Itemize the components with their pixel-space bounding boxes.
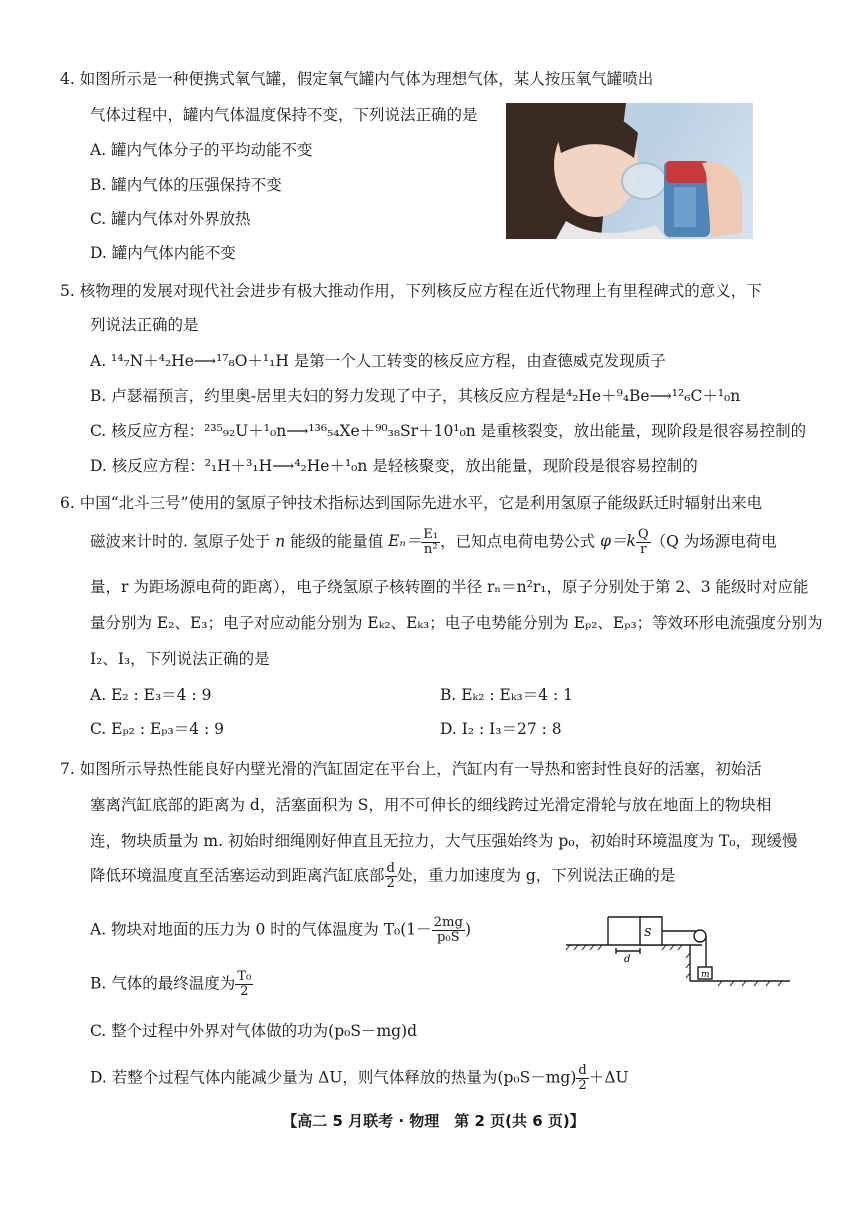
cylinder-pulley-diagram: [562, 905, 802, 995]
q6-stem-4: 量分别为 E₂、E₃；电子对应动能分别为 Eₖ₂、Eₖ₃；电子电势能分别为 Eₚ₂、Eₚ₃；等效环形电流强度分别为: [90, 614, 823, 632]
piston-label: S: [644, 926, 652, 939]
q4-stem-2: 气体过程中，罐内气体温度保持不变，下列说法正确的是: [90, 106, 478, 124]
q4-option-a: A. 罐内气体分子的平均动能不变: [90, 141, 313, 159]
q5-option-d: D. 核反应方程：²₁H＋³₁H⟶⁴₂He＋¹₀n 是轻核聚变，放出能量，现阶段是很容易控制的: [90, 457, 698, 475]
q6-option-b: B. Eₖ₂ : Eₖ₃＝4 : 1: [440, 686, 573, 704]
q7-option-d: D. 若整个过程气体内能减少量为 ΔU，则气体释放的热量为(p₀S－mg) $\frac{d}{2}$ ＋ΔU: [90, 1063, 629, 1093]
q7-option-a: A. 物块对地面的压力为 0 时的气体温度为 T₀(1－ $\frac{2mg}{\text{p₀S}}$ ): [90, 915, 472, 945]
distance-label: d: [624, 954, 631, 965]
q5-option-c: C. 核反应方程：²³⁵₉₂U＋¹₀n⟶¹³⁶₅₄Xe＋⁹⁰₃₈Sr＋10¹₀n 是重核裂变，放出能量，现阶段是很容易控制的: [90, 422, 807, 440]
q6-option-c: C. Eₚ₂ : Eₚ₃＝4 : 9: [90, 720, 224, 738]
q7-option-c: C. 整个过程中外界对气体做的功为(p₀S－mg)d: [90, 1022, 418, 1040]
q5-stem-2: 列说法正确的是: [90, 316, 199, 334]
q6-option-d: D. I₂ : I₃＝27 : 8: [440, 720, 562, 738]
block-label: m: [701, 970, 710, 980]
q4-option-d: D. 罐内气体内能不变: [90, 244, 236, 262]
q6-stem-1: 6. 中国“北斗三号”使用的氢原子钟技术指标达到国际先进水平，它是利用氢原子能级跃迁时辐射出来电: [60, 494, 763, 512]
q5-stem-1: 5. 核物理的发展对现代社会进步有极大推动作用，下列核反应方程在近代物理上有里程碑式的意义，下: [60, 282, 762, 300]
q6-stem-2: 磁波来计时的. 氢原子处于 n 能级的能量值 Eₙ＝ $\frac{\text{E₁}}{\text{n²}}$ ，已知点电荷电势公式 φ＝k $\frac{Q}{r}$ （Q 为场源电荷电: [90, 527, 777, 557]
oxygen-can-photo: [506, 103, 753, 239]
woman-oxygen-can-icon: [506, 103, 753, 239]
q6-option-a: A. E₂ : E₃＝4 : 9: [90, 686, 212, 704]
q7-option-b: B. 气体的最终温度为 $\frac{\text{T₀}}{2}$: [90, 969, 252, 999]
q4-option-b: B. 罐内气体的压强保持不变: [90, 176, 282, 194]
q7-stem-4: 降低环境温度直至活塞运动到距离汽缸底部 $\frac{d}{2}$ 处，重力加速度为 g，下列说法正确的是: [90, 861, 676, 891]
q4-stem-1: 4. 如图所示是一种便携式氧气罐，假定氧气罐内气体为理想气体，某人按压氧气罐喷出: [60, 70, 654, 88]
page-footer: 【高二 5 月联考 · 物理 第 2 页(共 6 页)】: [282, 1112, 585, 1130]
q7-stem-1: 7. 如图所示导热性能良好内壁光滑的汽缸固定在平台上，汽缸内有一导热和密封性良好的活塞，初始活: [60, 760, 762, 778]
q6-stem-5: I₂、I₃，下列说法正确的是: [90, 650, 270, 668]
q5-option-a: A. ¹⁴₇N＋⁴₂He⟶¹⁷₈O＋¹₁H 是第一个人工转变的核反应方程，由查德威克发现质子: [90, 352, 666, 370]
energy-formula: Eₙ＝ $\frac{\text{E₁}}{\text{n²}}$: [388, 527, 439, 557]
potential-formula: φ＝k $\frac{Q}{r}$: [600, 527, 649, 557]
q7-stem-2: 塞离汽缸底部的距离为 d，活塞面积为 S，用不可伸长的细线跨过光滑定滑轮与放在地面上的物块相: [90, 796, 772, 814]
q5-option-b: B. 卢瑟福预言，约里奥-居里夫妇的努力发现了中子，其核反应方程是⁴₂He＋⁹₄Be⟶¹²₆C＋¹₀n: [90, 387, 741, 405]
q6-stem-3: 量，r 为距场源电荷的距离），电子绕氢原子核转圈的半径 rₙ＝n²r₁，原子分别处于第 2、3 能级时对应能: [90, 578, 809, 596]
q7-stem-3: 连，物块质量为 m. 初始时细绳刚好伸直且无拉力，大气压强始终为 p₀，初始时环境温度为 T₀，现缓慢: [90, 832, 798, 850]
q4-option-c: C. 罐内气体对外界放热: [90, 210, 251, 228]
